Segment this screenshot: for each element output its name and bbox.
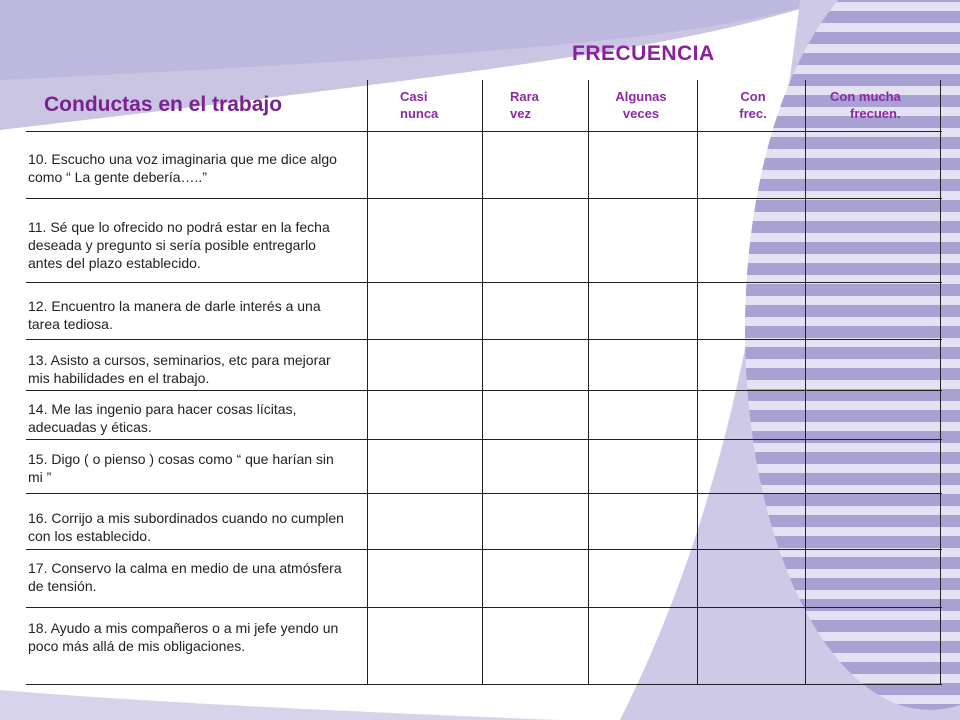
answer-cell[interactable]	[590, 200, 696, 281]
answer-cell[interactable]	[590, 284, 696, 338]
answer-cell[interactable]	[807, 392, 939, 438]
question-17: 17. Conservo la calma en medio de una atmósfera de tensión.	[28, 560, 342, 594]
answer-cell[interactable]	[699, 200, 804, 281]
answer-cell[interactable]	[699, 551, 804, 606]
column-header-rara-vez	[510, 88, 539, 122]
column-header-algunas-veces	[609, 88, 673, 122]
answer-cell[interactable]	[590, 392, 696, 438]
row-divider	[26, 493, 942, 494]
answer-cell[interactable]	[484, 609, 587, 683]
question-13: 13. Asisto a cursos, seminarios, etc para mejorar mis habilidades en el trabajo.	[28, 352, 331, 386]
question-14: 14. Me las ingenio para hacer cosas lícitas, adecuadas y éticas.	[28, 401, 297, 435]
row-divider	[26, 198, 942, 199]
column-header-line: frecuen.	[850, 106, 901, 121]
column-header-line: Algunas	[615, 89, 667, 104]
answer-cell[interactable]	[807, 495, 939, 548]
row-divider	[26, 439, 942, 440]
column-divider	[805, 80, 806, 685]
answer-cell[interactable]	[699, 341, 804, 389]
answer-cell[interactable]	[590, 133, 696, 197]
question-15: 15. Digo ( o pienso ) cosas como “ que harían sin mi ”	[28, 451, 334, 485]
column-header-line: veces	[622, 106, 660, 121]
column-divider	[482, 80, 483, 685]
column-header-line: Con mucha	[830, 89, 901, 104]
answer-cell[interactable]	[699, 495, 804, 548]
question-10: 10. Escucho una voz imaginaria que me dice algo como “ La gente debería…..”	[28, 151, 337, 185]
row-divider	[26, 684, 942, 685]
answer-cell[interactable]	[590, 341, 696, 389]
answer-cell[interactable]	[807, 133, 939, 197]
answer-cell[interactable]	[590, 495, 696, 548]
question-12: 12. Encuentro la manera de darle interés a una tarea tediosa.	[28, 298, 321, 332]
answer-cell[interactable]	[590, 441, 696, 492]
section-title: Conductas en el trabajo	[44, 93, 283, 116]
column-divider	[367, 80, 368, 685]
answer-cell[interactable]	[699, 284, 804, 338]
answer-cell[interactable]	[484, 551, 587, 606]
answer-cell[interactable]	[369, 495, 481, 548]
answer-cell[interactable]	[699, 609, 804, 683]
answer-cell[interactable]	[484, 341, 587, 389]
row-divider	[26, 549, 942, 550]
column-header-con-mucha-frecuencia	[830, 88, 901, 122]
answer-cell[interactable]	[807, 284, 939, 338]
column-header-casi-nunca	[400, 88, 438, 122]
column-header-line: Rara	[510, 89, 539, 104]
row-divider	[26, 607, 942, 608]
question-16: 16. Corrijo a mis subordinados cuando no cumplen con los establecido.	[28, 510, 344, 544]
answer-cell[interactable]	[484, 200, 587, 281]
column-header-line: Casi	[400, 89, 428, 104]
answer-cell[interactable]	[484, 392, 587, 438]
column-header-line: vez	[510, 106, 531, 121]
column-header-line: nunca	[400, 106, 439, 121]
column-divider	[697, 80, 698, 685]
column-divider	[588, 80, 589, 685]
answer-cell[interactable]	[369, 609, 481, 683]
column-header-line: frec.	[739, 106, 767, 121]
question-11: 11. Sé que lo ofrecido no podrá estar en la fecha deseada y pregunto si sería posible entregarlo antes del plazo establecido.	[28, 219, 330, 271]
answer-cell[interactable]	[369, 200, 481, 281]
answer-cell[interactable]	[699, 133, 804, 197]
answer-cell[interactable]	[807, 341, 939, 389]
answer-cell[interactable]	[369, 551, 481, 606]
row-divider	[26, 282, 942, 283]
answer-cell[interactable]	[369, 284, 481, 338]
column-divider	[940, 80, 941, 685]
column-header-con-frec	[733, 88, 773, 122]
answer-cell[interactable]	[369, 133, 481, 197]
row-divider	[26, 390, 942, 391]
question-18: 18. Ayudo a mis compañeros o a mi jefe yendo un poco más allá de mis obligaciones.	[28, 620, 339, 654]
answer-cell[interactable]	[807, 441, 939, 492]
answer-cell[interactable]	[369, 341, 481, 389]
frequency-title: FRECUENCIA	[572, 42, 715, 65]
answer-cell[interactable]	[590, 609, 696, 683]
row-divider	[26, 339, 942, 340]
answer-cell[interactable]	[484, 495, 587, 548]
answer-cell[interactable]	[807, 551, 939, 606]
answer-cell[interactable]	[484, 441, 587, 492]
column-header-line: Con	[740, 89, 766, 104]
answer-cell[interactable]	[807, 609, 939, 683]
answer-cell[interactable]	[484, 284, 587, 338]
answer-cell[interactable]	[807, 200, 939, 281]
answer-cell[interactable]	[484, 133, 587, 197]
answer-cell[interactable]	[699, 441, 804, 492]
row-divider	[26, 131, 942, 132]
answer-cell[interactable]	[369, 441, 481, 492]
answer-cell[interactable]	[369, 392, 481, 438]
answer-cell[interactable]	[699, 392, 804, 438]
answer-cell[interactable]	[590, 551, 696, 606]
